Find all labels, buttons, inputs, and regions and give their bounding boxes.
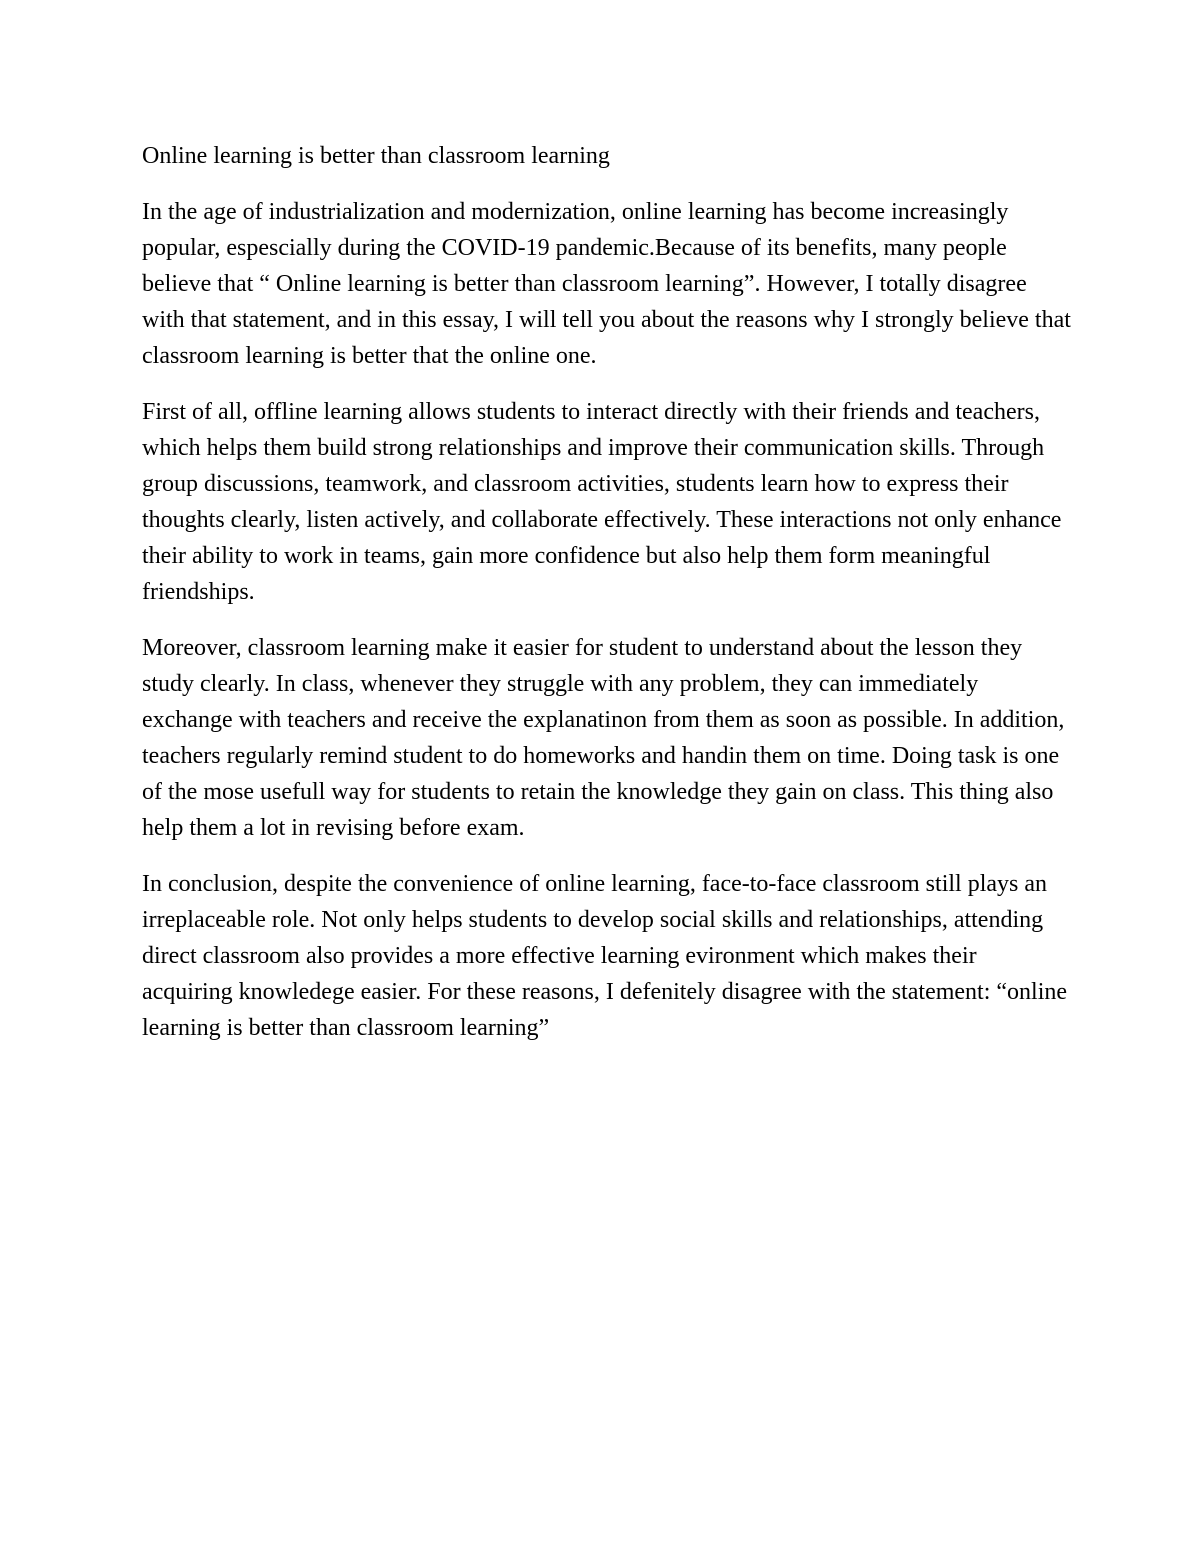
paragraph-introduction: In the age of industrialization and modernization, online learning has become increasingly popular, espescially during the COVID-19 pandemic.Because of its benefits, many people believe that “ Online learning is better than classroom learning”. However, I totally disagree with that statement, and in this essay, I will tell you about the reasons why I strongly believe that classroom learning is better that the online one. bbox=[142, 199, 1071, 369]
paragraph-second-point: Moreover, classroom learning make it easier for student to understand about the lesson they study clearly. In class, whenever they struggle with any problem, they can immediately exchange with teachers and receive the explanatinon from them as soon as possible. In addition, teachers regularly remind student to do homeworks and handin them on time. Doing task is one of the mose usefull way for students to retain the knowledge they gain on class. This thing also help them a lot in revising before exam. bbox=[142, 635, 1065, 841]
essay-title: Online learning is better than classroom learning bbox=[142, 143, 610, 169]
paragraph-first-point: First of all, offline learning allows students to interact directly with their friends and teachers, which helps them build strong relationships and improve their communication skills. Through group discussions, teamwork, and classroom activities, students learn how to express their thoughts clearly, listen actively, and collaborate effectively. These interactions not only enhance their ability to work in teams, gain more confidence but also help them form meaningful friendships. bbox=[142, 399, 1062, 605]
paragraph-conclusion: In conclusion, despite the convenience of online learning, face-to-face classroom still plays an irreplaceable role. Not only helps students to develop social skills and relationships, attending direct classroom also provides a more effective learning evironment which makes their acquiring knowledege easier. For these reasons, I defenitely disagree with the statement: “online learning is better than classroom learning” bbox=[142, 871, 1068, 1041]
document-body bbox=[142, 138, 1072, 1066]
